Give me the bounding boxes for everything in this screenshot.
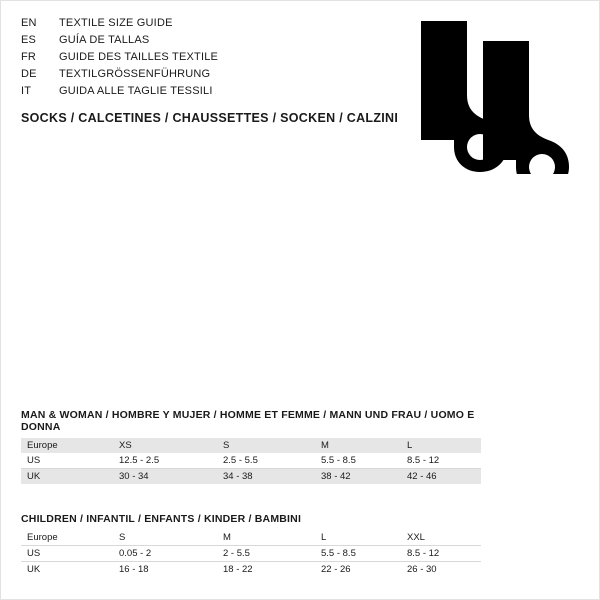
children-size-table [21,530,481,577]
man-woman-size-table [21,438,481,484]
table-cell: L [315,530,401,546]
table-cell: M [315,438,401,453]
language-list [21,17,381,102]
table-cell: Europe [21,530,113,546]
table-row [21,438,481,453]
table-cell: US [21,453,113,469]
product-category-title: SOCKS / CALCETINES / CHAUSSETTES / SOCKEN / CALZINI [21,111,399,125]
language-row [21,17,381,34]
table-cell: 34 - 38 [217,469,315,485]
language-code: IT [21,85,32,97]
language-code: FR [21,51,37,63]
table-row [21,453,481,469]
language-code: DE [21,68,37,80]
table-cell: S [113,530,217,546]
table-cell: 26 - 30 [401,562,481,578]
language-row [21,34,381,51]
table-cell: XS [113,438,217,453]
table-row [21,562,481,578]
table-caption: CHILDREN / INFANTIL / ENFANTS / KINDER / BAMBINI [21,513,302,525]
language-row [21,51,381,68]
language-title: GUÍA DE TALLAS [59,34,150,46]
table-cell: L [401,438,481,453]
language-row [21,68,381,85]
table-cell: 5.5 - 8.5 [315,546,401,562]
table-cell: 42 - 46 [401,469,481,485]
table-cell: UK [21,469,113,485]
language-code: EN [21,17,37,29]
table-cell: M [217,530,315,546]
table-row [21,469,481,485]
table-cell: 8.5 - 12 [401,546,481,562]
table-cell: US [21,546,113,562]
table-caption: MAN & WOMAN / HOMBRE Y MUJER / HOMME ET FEMME / MANN UND FRAU / UOMO E DONNA [21,409,475,433]
table-cell: 22 - 26 [315,562,401,578]
table-cell: 2 - 5.5 [217,546,315,562]
table-cell: 30 - 34 [113,469,217,485]
table-cell: 8.5 - 12 [401,453,481,469]
table-cell: 18 - 22 [217,562,315,578]
language-title: GUIDE DES TAILLES TEXTILE [59,51,219,63]
socks-illustration [401,19,571,174]
language-title: GUIDA ALLE TAGLIE TESSILI [59,85,213,97]
table-cell: Europe [21,438,113,453]
table-cell: 12.5 - 2.5 [113,453,217,469]
table-cell: 5.5 - 8.5 [315,453,401,469]
man-woman-size-table-block [21,409,481,484]
language-row [21,85,381,102]
table-cell: 2.5 - 5.5 [217,453,315,469]
table-cell: S [217,438,315,453]
table-row [21,530,481,546]
table-row [21,546,481,562]
language-title: TEXTILGRÖSSENFÜHRUNG [59,68,211,80]
language-title: TEXTILE SIZE GUIDE [59,17,173,29]
language-code: ES [21,34,37,46]
children-size-table-block [21,513,481,577]
table-cell: 16 - 18 [113,562,217,578]
table-cell: UK [21,562,113,578]
table-cell: XXL [401,530,481,546]
table-cell: 0.05 - 2 [113,546,217,562]
table-cell: 38 - 42 [315,469,401,485]
